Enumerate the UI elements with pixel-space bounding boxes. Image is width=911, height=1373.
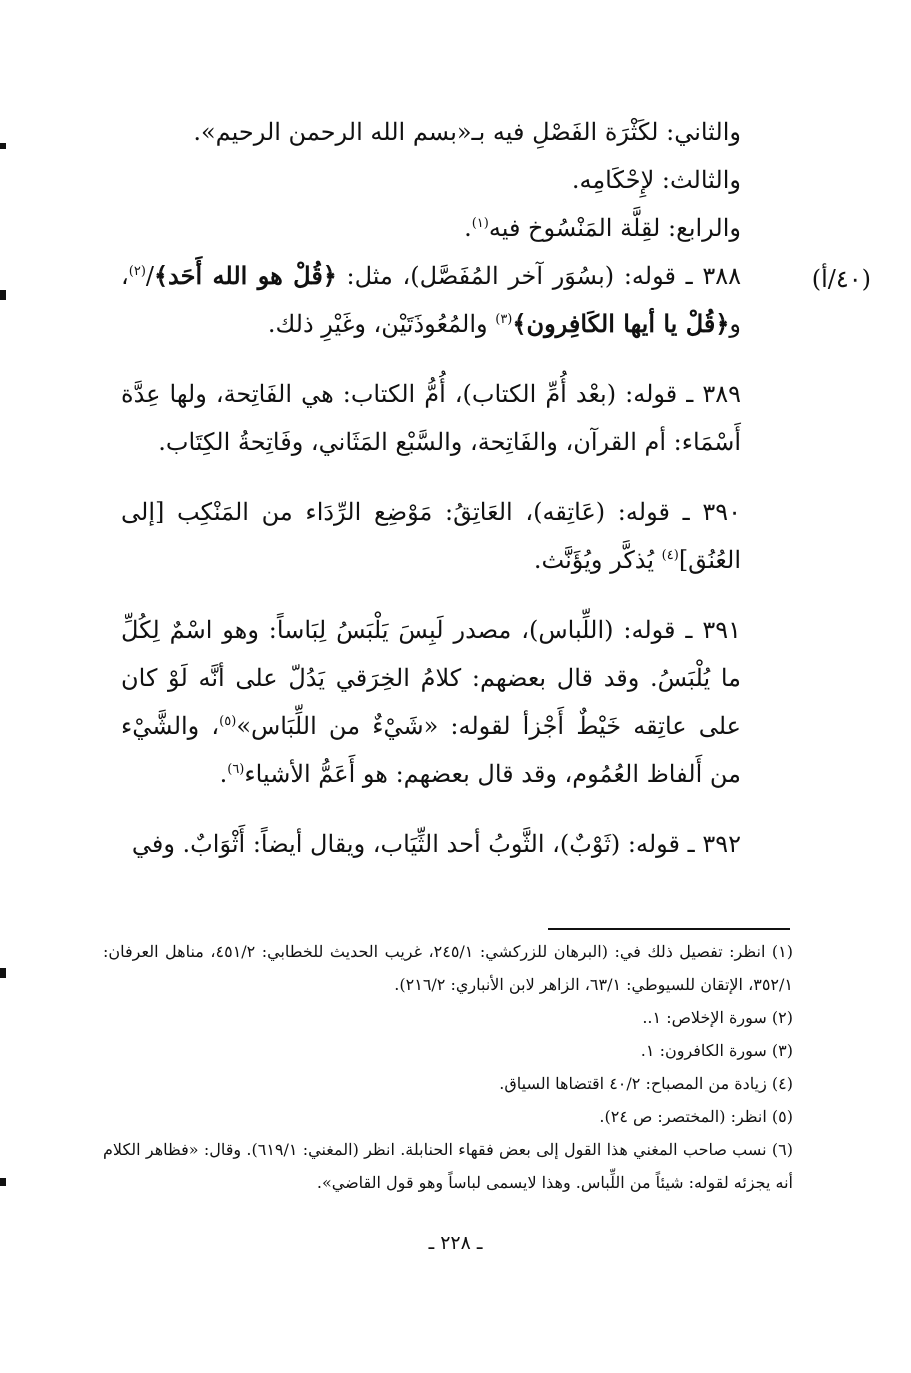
footnotes — [103, 935, 793, 1199]
paragraph-text: ٣٨٩ ـ قوله: (بعْد أُمِّ الكتاب)، أُمُّ الكتاب: هي الفَاتِحة، ولها عِدَّة أَسْمَاء: أم القرآن، والفَاتِحة، والسَّبْع المَثَاني، وفَاتِحةُ الكِتَاب. — [121, 380, 741, 456]
paragraph-text: والمُعُوذَتَيْن، وغَيْرِ ذلك. — [267, 310, 496, 338]
paragraph-text: يُذكَّر ويُؤَنَّث. — [533, 546, 662, 574]
footnote — [103, 1034, 793, 1067]
footnote-number: (٣) — [771, 1041, 793, 1060]
scan-edge-mark — [0, 290, 6, 300]
footnote-number: (١) — [771, 942, 793, 961]
footnote — [103, 935, 793, 1001]
paragraph-text: . — [219, 760, 228, 788]
folio-margin-note: (٤٠/أ) — [811, 265, 871, 293]
paragraph — [121, 204, 781, 252]
paragraph — [121, 370, 781, 466]
footnote-ref: (٤) — [661, 548, 679, 563]
paragraph-text: ٣٩٠ ـ قوله: (عَاتِقه)، العَاتِقُ: مَوْضِع الرِّدَاء من المَنْكِب [إلى العُنُق] — [121, 498, 741, 574]
footnote-divider — [548, 928, 790, 930]
footnote-text: سورة الكافرون: ١. — [640, 1041, 767, 1060]
paragraph-text: ٣٨٨ ـ قوله: (بسُوَر آخر المُفَصَّل)، مثل: — [336, 262, 741, 290]
footnote-number: (٢) — [771, 1008, 793, 1027]
paragraph-text: ٣٩١ ـ قوله: (اللِّباس)، مصدر لَبِسَ يَلْبَسُ لِبَاساً: وهو اسْمٌ لِكُلِّ ما يُلْبَسُ. وقد قال بعضهم: كلامُ الخِرَقي يَدُلّ على أنَّه لَوْ كان على عاتِقه خَيْطٌ أَجْزأ لقوله: «شَيْءٌ من اللِّبَاس» — [121, 616, 741, 740]
paragraph — [121, 606, 781, 798]
footnote-text: انظر: تفصيل ذلك في: (البرهان للزركشي: ٢٤٥/١، غريب الحديث للخطابي: ٤٥١/٢، مناهل العرفان: ٣٥٢/١، الإتقان للسيوطي: ٦٣/١، الزاهر لابن الأنباري: ٢١٦/٢). — [103, 942, 793, 994]
footnote — [103, 1001, 793, 1034]
paragraph-text: . — [464, 214, 472, 242]
paragraph — [121, 252, 781, 348]
paragraph-text: ٣٩٢ ـ قوله: (ثَوْبٌ)، الثَّوبُ أحد الثِّيَاب، ويقال أيضاً: أَثْوَابٌ. وفي — [131, 830, 741, 858]
footnote-number: (٦) — [771, 1140, 793, 1159]
folio-separator: / — [145, 262, 154, 290]
footnote-ref: (١) — [471, 216, 489, 231]
footnote-text: زيادة من المصباح: ٤٠/٢ اقتضاها السياق. — [499, 1074, 767, 1093]
paragraph — [121, 820, 781, 868]
main-text — [121, 108, 781, 868]
paragraph-text: والرابع: لقِلَّة المَنْسُوخ فيه — [488, 214, 741, 242]
footnote-ref: (٢) — [128, 264, 146, 279]
footnote-text: نسب صاحب المغني هذا القول إلى بعض فقهاء الحنابلة. انظر (المغني: ٦١٩/١). وقال: «فظاهر الكلام أنه يجزئه لقوله: شيئاً من اللِّباس. وهذا لايسمى لباساً وهو قول القاضي». — [103, 1140, 793, 1192]
paragraph-text: ، و — [121, 262, 741, 338]
paragraph — [121, 488, 781, 584]
scan-edge-mark — [0, 968, 6, 978]
quran-quote: ﴿قُلْ يا أيها الكَافِرون﴾ — [512, 309, 730, 338]
paragraph-text: ، والشَّيْء من أَلفاظ العُمُوم، وقد قال بعضهم: هو أَعَمُّ الأشياء — [121, 712, 741, 788]
paragraph — [121, 156, 781, 204]
paragraph — [121, 108, 781, 156]
footnote — [103, 1100, 793, 1133]
footnote-number: (٥) — [771, 1107, 793, 1126]
paragraph-text: والثاني: لكَثْرَة الفَصْلِ فيه بـ«بسم الله الرحمن الرحيم». — [193, 118, 741, 146]
page-number: ـ ٢٢٨ ـ — [428, 1232, 483, 1254]
footnote-text: انظر: (المختصر: ص ٢٤). — [599, 1107, 767, 1126]
paragraph-text: والثالث: لإِحْكَامِه. — [571, 166, 741, 194]
footnote-text: سورة الإخلاص: ١.. — [642, 1008, 767, 1027]
footnote-ref: (٣) — [495, 312, 513, 327]
scan-edge-mark — [0, 143, 6, 149]
footnote — [103, 1133, 793, 1199]
footnote — [103, 1067, 793, 1100]
footnote-number: (٤) — [771, 1074, 793, 1093]
scan-edge-mark — [0, 1178, 6, 1186]
footnote-ref: (٥) — [219, 714, 237, 729]
quran-quote: ﴿قُلْ هو الله أَحَد﴾ — [153, 261, 337, 290]
footnote-ref: (٦) — [227, 762, 245, 777]
